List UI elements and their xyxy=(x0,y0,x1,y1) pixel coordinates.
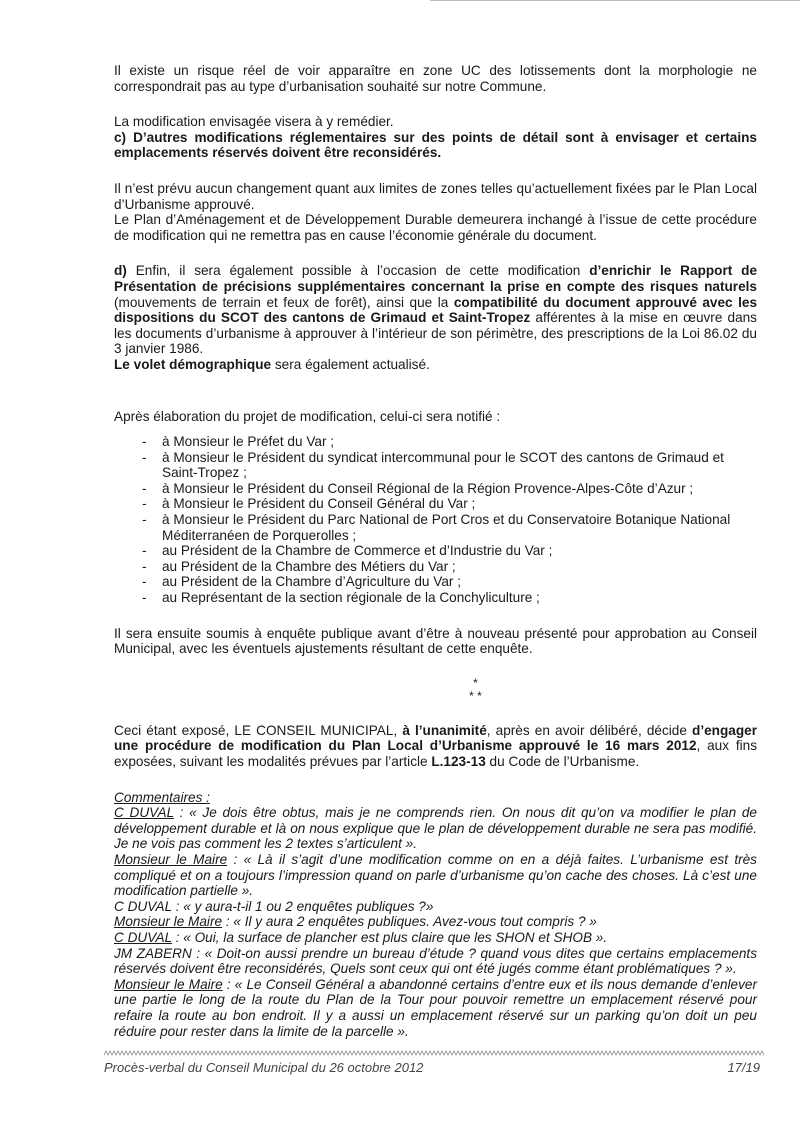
comment-text: : « y aura-t-il 1 ou 2 enquêtes publiques ?» xyxy=(171,898,434,914)
comment-text: : « Je dois être obtus, mais je ne comprends rien. On nous dit qu’on va modifier le plan de développement durable et là on nous explique que le plan de développement durable ne sera pas modifié. Je ne vois pas comment les 2 textes s’articulent ». xyxy=(114,805,757,852)
text-segment-bold: compatibilité du document approuvé avec les dispositions du SCOT des cantons de Grimaud et Saint-Tropez xyxy=(114,294,757,326)
comment-speaker: C DUVAL xyxy=(114,929,172,945)
paragraph-public-inquiry: Il sera ensuite soumis à enquête publique avant d’être à nouveau présenté pour approbation au Conseil Municipal, avec les éventuels ajustements résultant de cette enquête. xyxy=(114,625,757,657)
list-dash: - xyxy=(142,543,147,559)
text-segment-bold: d’engager une procédure de modification du Plan Local d’Urbanisme approuvé le 16 mars 2012 xyxy=(114,722,757,754)
list-item-text: au Président de la Chambre des Métiers du Var ; xyxy=(162,558,456,574)
list-item-text: au Président de la Chambre de Commerce et d’Industrie du Var ; xyxy=(162,543,553,559)
list-item xyxy=(114,434,757,450)
text-segment-bold: d’enrichir le Rapport de Présentation de précisions supplémentaires concernant la prise en compte des risques naturels xyxy=(114,263,758,294)
comment-entry xyxy=(114,914,757,930)
comment-speaker: Monsieur le Maire xyxy=(114,914,223,930)
list-dash: - xyxy=(142,512,147,528)
list-item xyxy=(114,496,757,512)
text-segment-bold: Le volet démographique xyxy=(114,356,272,372)
comment-speaker: C DUVAL xyxy=(114,898,172,914)
list-dash: - xyxy=(142,590,147,606)
list-item-text: à Monsieur le Président du Parc National de Port Cros et du Conservatoire Botanique National Méditerranéen de Porquerolles ; xyxy=(162,512,731,543)
paragraph-zone-uc-risk: Il existe un risque réel de voir apparaître en zone UC des lotissements dont la morphologie ne correspondrait pas au type d’urbanisation souhaité sur notre Commune. xyxy=(114,63,757,94)
comments-title: Commentaires : xyxy=(114,789,210,805)
paragraph-padd: Le Plan d’Aménagement et de Développement Durable demeurera inchangé à l’issue de cette procédure de modification qui ne remettra pas en cause l’économie générale du document. xyxy=(114,212,757,243)
comment-entry xyxy=(114,977,757,1039)
list-dash: - xyxy=(142,574,147,590)
list-item-text: au Président de la Chambre d’Agriculture du Var ; xyxy=(162,574,461,590)
comment-speaker: Monsieur le Maire xyxy=(114,976,223,992)
list-dash: - xyxy=(142,434,147,450)
text-segment-bold: à l’unanimité xyxy=(402,722,487,738)
comment-entry xyxy=(114,852,757,899)
comment-entry xyxy=(114,946,757,977)
comments-section xyxy=(114,790,757,1040)
section-separator-stars xyxy=(114,677,757,703)
text-segment: Ceci étant exposé, LE CONSEIL MUNICIPAL, xyxy=(114,722,403,738)
list-item xyxy=(114,574,757,590)
text-segment: Enfin, il sera également possible à l’occasion de cette modification xyxy=(135,263,590,279)
paragraph-modification-remedy: La modification envisagée visera à y remédier. xyxy=(114,114,394,130)
page-number: 17/19 xyxy=(727,1060,760,1075)
comment-speaker: C DUVAL xyxy=(114,805,174,821)
list-item xyxy=(114,450,757,481)
notification-list xyxy=(114,434,757,606)
list-item xyxy=(114,559,757,575)
paragraph-notification-intro: Après élaboration du projet de modification, celui-ci sera notifié : xyxy=(114,408,501,424)
comment-text: : « Il y aura 2 enquêtes publiques. Avez-vous tout compris ? » xyxy=(222,914,597,930)
comment-entry xyxy=(114,805,757,852)
list-item-text: à Monsieur le Président du Conseil Régional de la Région Provence-Alpes-Côte d’Azur ; xyxy=(162,480,694,496)
paragraph-council-decision xyxy=(114,723,757,770)
list-dash: - xyxy=(142,480,147,496)
page-footer xyxy=(104,1048,764,1076)
footer-zigzag-rule xyxy=(104,1048,764,1058)
star-bottom: * * xyxy=(469,688,482,703)
list-item-text: au Représentant de la section régionale de la Conchyliculture ; xyxy=(162,590,540,606)
paragraph-c-other-modifications: c) D’autres modifications réglementaires sur des points de détail sont à envisager et certains emplacements réservés doivent être reconsidérés. xyxy=(114,129,757,161)
text-segment: , aux fins exposées, suivant les modalités prévues par l’article xyxy=(114,738,757,769)
text-segment: sera également actualisé. xyxy=(271,356,430,372)
list-item xyxy=(114,481,757,497)
comment-text: : « Oui, la surface de plancher est plus claire que les SHON et SHOB ». xyxy=(171,929,608,945)
text-segment: afférentes à la mise en œuvre dans les documents d’urbanisme à approuver à l’intérieur de son périmètre, des prescriptions de la Loi 86.02 du 3 janvier 1986. xyxy=(114,310,757,357)
document-body xyxy=(114,63,757,1039)
text-segment-bold: L.123-13 xyxy=(431,754,486,769)
comment-entry xyxy=(114,930,757,946)
comment-speaker: Monsieur le Maire xyxy=(114,851,228,867)
star-top: * xyxy=(473,675,478,690)
list-item-text: à Monsieur le Préfet du Var ; xyxy=(162,434,335,450)
list-dash: - xyxy=(142,496,147,512)
list-dash: - xyxy=(142,449,147,465)
comment-entry xyxy=(114,899,757,915)
comment-text: : « Le Conseil Général a abandonné certains d’entre eux et ils nous demande d’enlever une partie le long de la route du Plan de la Tour pour pouvoir remettre un emplacement réservé pour refaire la route au bon endroit. Il y a aussi un emplacement réservé sur un parking qu’on doit un peu réduire pour rester dans la limite de la parcelle ». xyxy=(114,976,757,1039)
comment-text: : « Là il s’agit d’une modification comme on en a déjà faites. L’urbanisme est très compliqué et on a toujours l’impression quand on parle d’urbanisme qu’on cache des choses. Là c’est une modification partielle ». xyxy=(114,851,757,899)
text-segment: , après en avoir délibéré, décide xyxy=(486,722,693,738)
comment-speaker: JM ZABERN xyxy=(114,945,192,961)
paragraph-zone-limits: Il n’est prévu aucun changement quant aux limites de zones telles qu’actuellement fixées par le Plan Local d’Urbanisme approuvé. xyxy=(114,180,757,212)
list-item-text: à Monsieur le Président du Conseil Général du Var ; xyxy=(162,496,476,512)
top-edge-rule xyxy=(430,0,800,1)
list-item xyxy=(114,543,757,559)
footer-caption: Procès-verbal du Conseil Municipal du 26 octobre 2012 xyxy=(104,1060,424,1075)
list-dash: - xyxy=(142,558,147,574)
item-letter-d: d) xyxy=(114,263,136,279)
text-segment: (mouvements de terrain et feux de forêt), ainsi que la xyxy=(114,294,454,310)
comment-text: : « Doit-on aussi prendre un bureau d’étude ? quand vous dites que certains emplacements réservés doivent être reconsidérés, Quels sont ceux qui ont été jugés comme étant problématiques ? ». xyxy=(114,945,757,977)
paragraph-d-enrich-report xyxy=(114,263,757,357)
list-item xyxy=(114,512,757,543)
list-item-text: à Monsieur le Président du syndicat intercommunal pour le SCOT des cantons de Grimaud et Saint-Tropez ; xyxy=(162,449,724,481)
paragraph-demographic xyxy=(114,357,757,373)
text-segment: du Code de l’Urbanisme. xyxy=(485,754,640,769)
list-item xyxy=(114,590,757,606)
